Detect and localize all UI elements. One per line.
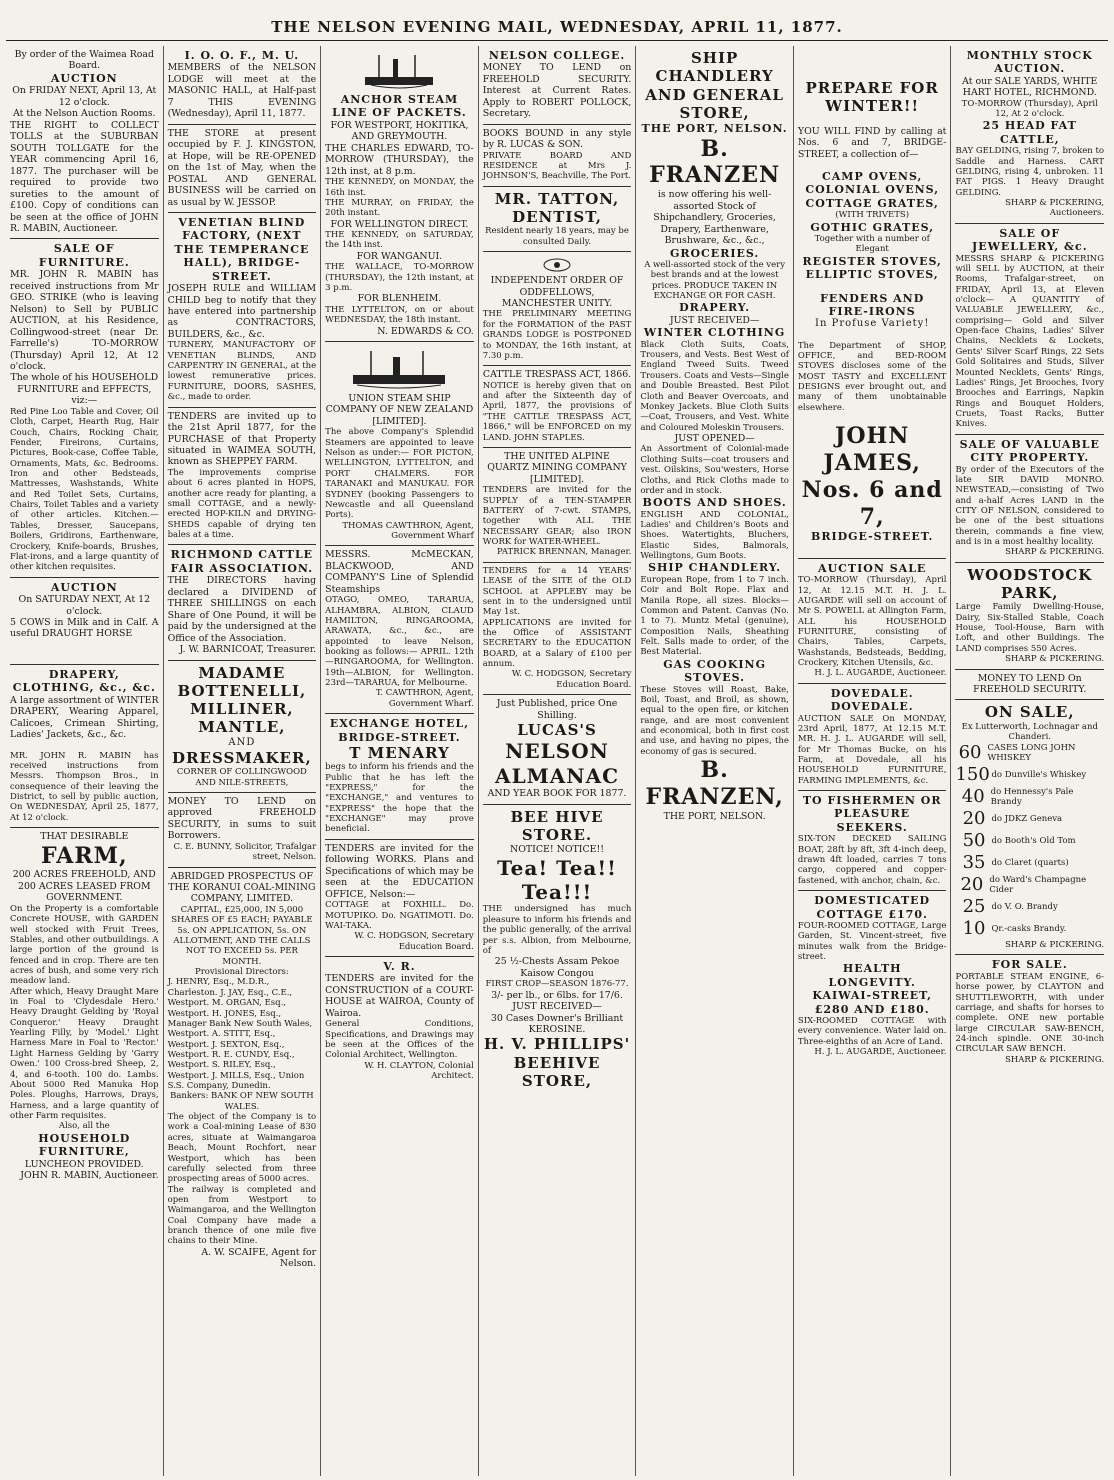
ad-body: A large assortment of WINTER DRAPERY, Wearing Apparel, Calicoes, Crimean Shirting, Ladies' Jackets, &c., &c.	[10, 694, 159, 741]
ad-heading: WOODSTOCK PARK,	[967, 565, 1093, 603]
ad-heading: VENETIAN BLIND FACTORY, (NEXT THE TEMPERANCE HALL), BRIDGE-STREET.	[174, 216, 310, 283]
ad-subhead: Just Published, price One Shilling.	[496, 698, 618, 721]
ad-heading: HEALTH LONGEVITY. KAIWAI-STREET, £280 AND £180.	[812, 962, 932, 1016]
ad-item: FENDERS AND FIRE-IRONS	[820, 291, 925, 318]
ad-subhead: GAS COOKING STOVES.	[663, 657, 766, 685]
ad-signature: N. EDWARDS & CO.	[377, 325, 474, 337]
ad-subhead: SHIP CHANDLERY.	[648, 561, 782, 575]
wine-description: do JDKZ Geneva	[991, 814, 1063, 825]
ad-heading: UNION STEAM SHIP COMPANY OF NEW ZEALAND [LIMITED].	[325, 392, 474, 427]
ad-cattle-auction	[10, 578, 159, 665]
ad-body: THE DIRECTORS having declared a DIVIDEND of THREE SHILLINGS on each Share of One Pound, it will be paid by the undersigned at the Office of the Association.	[167, 575, 317, 644]
ad-augarde-sale: AUCTION SALE TO-MORROW (Thursday), April 12, At 12.15 M.T. H. J. L. AUGARDE will sell on account of Mr S. POWELL at Allington Farm, ALL his HOUSEHOLD FURNITURE, consisting of Chairs, Tables, Carpets, Washstands, Bedsteads, Bedding, Crockery, Kitchen Utensils, &c. H. J. L. AUGARDE, Auctioneer.	[798, 559, 947, 684]
ad-heading: V. R.	[383, 959, 416, 973]
ad-body: 25 ½-Chests Assam Pekoe Kaisow Congou	[494, 956, 620, 979]
steamship-icon	[359, 51, 439, 91]
ad-heading: MILLINER, MANTLE,	[190, 700, 294, 737]
ad-body: MONEY TO LEND On FREEHOLD SECURITY.	[973, 672, 1087, 695]
ad-dentist: MR. TATTON, DENTIST, Resident nearly 18 years, may be consulted Daily.	[483, 187, 632, 252]
ad-heading: I. O. O. F., M. U.	[184, 49, 300, 62]
ad-item: ELLIPTIC STOVES,	[805, 268, 939, 282]
ad-signature: SHARP & PICKERING, Auctioneers.	[1005, 198, 1105, 219]
ad-body: 200 ACRES FREEHOLD, AND 200 ACRES LEASED FROM GOVERNMENT.	[12, 869, 156, 904]
column-2	[164, 46, 322, 1476]
ad-jewellery: SALE OF JEWELLERY, &c. MESSRS SHARP & PICKERING will SELL by AUCTION, at their Rooms, Trafalgar-street, on FRIDAY, April 13, at Eleven o'clock— A QUANTITY of VALUABLE JEWELLERY, &c., comprising— Gold and Silver Open-face Chains, Ladies' Silver Chains, Necklets & Lockets, Gents' Silver Scarf Rings, 22 Sets Gold Solitaires and Studs, Silver Mounted Necklets, Gents' Rings, Ladies' Rings, Jet Brooches, Ivory Brooches and Earrings, Napkin Rings and Bouquet Holders, Cruets, Toast Racks, Butter Knives.	[955, 224, 1104, 435]
ad-signature: T. CAWTHRON, Agent, Government Wharf.	[375, 688, 474, 709]
ad-heading: INDEPENDENT ORDER OF ODDFELLOWS, MANCHESTER UNITY.	[490, 275, 624, 310]
ad-toll-auction	[10, 46, 159, 239]
ad-bee-hive: BEE HIVE STORE. NOTICE! NOTICE!! Tea! Tea!! Tea!!! THE undersigned has much pleasure to inform his friends and the public generally, of the arrival per s.s. Albion, from Melbourne, of 25 ½-Chests Assam Pekoe Kaisow Congou FIRST CROP—SEASON 1876-77. 3/- per lb., or 6lbs. for 17/6. JUST RECEIVED— 30 Cases Downer's Brilliant KEROSINE. H. V. PHILLIPS' BEEHIVE STORE,	[482, 807, 632, 1091]
ad-furniture-sale: SALE OF FURNITURE. MR. JOHN R. MABIN has received instructions from Mr GEO. STRIKE (who is leaving Nelson) to Sell by PUBLIC AUCTION, at his Residence, Collingwood-street (near Dr. Farrelle's) TO-MORROW (Thursday) April 12, At 12 o'clock. The whole of his HOUSEHOLD FURNITURE and EFFECTS, viz:— Red Pine Loo Table and Cover, Oil Cloth, Carpet, Hearth Rug, Hair Couch, Chairs, Rocking Chair, Fender, Fireirons, Curtains, Pictures, Book-case, Coffee Table, Ornaments, Mats, &c. Bedrooms. Iron and other Bedsteads, Mattresses, Washstands, White and Red Toilet Sets, Curtains, Chairs, Toilet Tables and a variety of other articles. Kitchen.—Tables, Dresser, Saucepans, Boilers, Gridirons, Earthenware, Crockery, Knife-boards, Brushes, Flat-irons, and a large quantity of other kitchen requisites.	[10, 239, 159, 577]
ad-subhead: FOR WESTPORT, HOKITIKA, AND GREYMOUTH.	[330, 119, 469, 143]
ad-caption: By order of the Waimea Road Board.	[14, 49, 155, 72]
wine-description: do Hennessy's Pale Brandy	[990, 786, 1074, 808]
ad-heading: T MENARY	[349, 743, 450, 762]
ad-anchor-line: ANCHOR STEAM LINE OF PACKETS. FOR WESTPORT, HOKITIKA, AND GREYMOUTH. THE CHARLES EDWARD, TO-MORROW (THURSDAY), the 12th inst, at 8 p.m. THE KENNEDY, on MONDAY, the 16th inst. THE MURRAY, on FRIDAY, the 20th instant. FOR WELLINGTON DIRECT. THE KENNEDY, on SATURDAY, the 14th inst. FOR WANGANUI. THE WALLACE, TO-MORROW (THURSDAY), the 12th instant, at 3 p.m. FOR BLENHEIM. THE LYTTELTON, on or about WEDNESDAY, the 18th instant. N. EDWARDS & CO.	[325, 46, 474, 342]
steamship-icon	[349, 347, 449, 391]
ad-item: CAMP OVENS,	[822, 170, 923, 183]
ad-heading: JOHN JAMES,	[823, 423, 921, 476]
ad-subhead: NOTICE! NOTICE!!	[510, 844, 605, 856]
ad-bottenelli	[168, 661, 317, 793]
ad-woodstock: WOODSTOCK PARK, Large Family Dwelling-House, Dairy, Six-Stalled Stable, Coach House, Tool-House, Barn with Loft, and other Buildings. The LAND comprises 550 Acres. SHARP & PICKERING.	[955, 563, 1104, 670]
ad-subhead: Provisional Directors:	[194, 967, 289, 978]
ad-books-bound: BOOKS BOUND in any style by R. LUCAS & SON. PRIVATE BOARD AND RESIDENCE at Mrs J. JOHNSON'S, Beachville, The Port.	[483, 125, 632, 187]
ad-body: TENDERS are invited up to the 21st April 1877, for the PURCHASE of that Property situated in WAIMEA SOUTH, known as SHEPPEY FARM.	[167, 410, 317, 468]
ad-signature: B. FRANZEN,	[645, 757, 784, 810]
ad-subhead: BOOTS AND SHOES.	[642, 496, 787, 510]
ad-body: THE CHARLES EDWARD, TO-MORROW (THURSDAY), the 12th inst, at 8 p.m.	[325, 142, 474, 177]
ad-subhead: THAT DESIRABLE	[40, 831, 129, 843]
ad-drapery-sale: DRAPERY, CLOTHING, &c., &c. A large assortment of WINTER DRAPERY, Wearing Apparel, Calicoes, Crimean Shirting, Ladies' Jackets, &c., &c. MR. JOHN R. MABIN has received instructions from Messrs. Thompson Bros., in consequence of their leaving the District, to sell by public auction, On WEDNESDAY, April 25, 1877, At 12 o'clock.	[10, 665, 159, 828]
ad-heading: SALE OF FURNITURE.	[38, 242, 130, 269]
ad-subhead: HOUSEHOLD FURNITURE,	[38, 1131, 131, 1159]
ad-union-steam: UNION STEAM SHIP COMPANY OF NEW ZEALAND [LIMITED]. The above Company's Splendid Steamers are appointed to leave Nelson as under:— FOR PICTON, WELLINGTON, LYTTELTON, and PORT CHALMERS. FOR TARANAKI and MANUKAU. FOR SYDNEY (booking Passengers to Newcastle and all Queensland Ports). THOMAS CAWTHRON, Agent, Government Wharf	[325, 342, 474, 546]
ad-body: JOSEPH RULE and WILLIAM CHILD beg to notify that they have entered into partnership as CONTRACTORS, BUILDERS, &c., &c.	[167, 283, 317, 340]
ad-dovedale: DOVEDALE. DOVEDALE. AUCTION SALE On MONDAY, 23rd April, 1877, At 12.15 M.T. MR. H. J. L. AUGARDE will sell, for Mr Thomas Bucke, on his Farm, at Dovedale, all his HOUSEHOLD FURNITURE, FARMING IMPLEMENTS, &c.	[798, 684, 947, 791]
ad-address: CORNER OF COLLINGWOOD AND NILE-STREETS,	[176, 767, 307, 788]
ad-signature: H. J. L. AUGARDE, Auctioneer.	[814, 668, 947, 679]
ad-on-sale: ON SALE, Ex Lutterworth, Lochnagar and Chanderi. 60 CASES LONG JOHN WHISKEY 150 do Dunville's Whiskey 40 do Hennessy's Pale Brandy 20 do JDKZ Geneva 50 do Booth's Old Tom 35 do Claret (quarts) 20 do Ward's Champagne Cider 25 do V. O. Brandy 10 Qr.-casks Brandy. SHARP & PICKERING.	[955, 700, 1104, 955]
ad-heading: CATTLE TRESPASS ACT, 1866.	[482, 369, 632, 381]
ad-subhead: JUST OPENED—	[674, 432, 755, 444]
eye-emblem-icon	[542, 257, 572, 273]
ad-heading: SALE OF VALUABLE CITY PROPERTY.	[959, 437, 1100, 465]
masthead-rule	[6, 40, 1108, 41]
wine-description: do Ward's Champagne Cider	[989, 874, 1087, 896]
ad-heading: Nos. 6 and 7,	[801, 476, 943, 530]
ad-signature: W. H. CLAYTON, Colonial Architect.	[364, 1060, 474, 1082]
ad-money-to-lend: MONEY TO LEND on approved FREEHOLD SECURITY, in sums to suit Borrowers. C. E. BUNNY, Solicitor, Trafalgar street, Nelson.	[168, 793, 317, 868]
ad-subhead: AND YEAR BOOK FOR 1877.	[487, 788, 627, 800]
ad-body: BOOKS BOUND in any style by R. LUCAS & SON.	[482, 127, 632, 151]
ad-heading: AUCTION	[50, 580, 118, 594]
ad-date: On SATURDAY NEXT, At 12 o'clock.	[18, 594, 151, 617]
ad-heading: BEE HIVE STORE.	[510, 807, 604, 844]
wine-description: do Dunville's Whiskey	[991, 770, 1087, 781]
wine-list-item	[955, 786, 1104, 808]
ad-franzen: SHIP CHANDLERY AND GENERAL STORE, THE PORT, NELSON. B. FRANZEN is now offering his well-assorted Stock of Shipchandlery, Groceries, Drapery, Earthenware, Brushware, &c., &c., GROCERIES. A well-assorted stock of the very best brands and at the lowest prices. PRODUCE TAKEN IN EXCHANGE OR FOR CASH. DRAPERY. JUST RECEIVED— WINTER CLOTHING Black Cloth Suits, Coats, Trousers, and Vests. Best West of England Tweed Suits. Tweed Trousers. Coats and Vests—Single and Double Breasted. Best Pilot Cloth and Beaver Overcoats, and Monkey Jackets. Blue Cloth Suits—Coat, Trousers, and Vest. White and Coloured Moleskin Trousers. JUST OPENED— An Assortment of Colonial-made Clothing Suits—coat trousers and vest. Oilskins, Sou'westers, Horse Cloths, and Rick Cloths made to order and in stock. BOOTS AND SHOES. ENGLISH AND COLONIAL, Ladies' and Children's Boots and Shoes. Watertights, Bluchers, Elastic Sides, Balmorals, Wellingtons, Gum Boots. SHIP CHANDLERY. European Rope, from 1 to 7 inch. Coir and Bolt Rope. Flax and Manila Rope, all sizes. Blocks—Common and Patent. Canvas (No. 1 to 7). Muntz Metal (genuine), Composition Nails, Sheathing Felt. Salls made to order, of the Best Material. GAS COOKING STOVES. These Stoves will Roast, Bake, Boil, Toast, and Broil, as shown, equal to the open fire, or kitchen range, and are most convenient and economical, both in first cost and use, and having no pipes, the economy of gas is secured. B. FRANZEN, THE PORT, NELSON.	[640, 49, 789, 822]
ad-subhead: THE PORT, NELSON.	[641, 122, 788, 136]
wine-description: Qr.-casks Brandy.	[991, 923, 1067, 934]
ad-heading: Tea! Tea!! Tea!!!	[497, 855, 617, 905]
wine-quantity: 35	[962, 852, 986, 874]
ad-hope-store	[168, 125, 317, 213]
ad-for-sale: FOR SALE. PORTABLE STEAM ENGINE, 6-horse power, by CLAYTON and SHUTTLEWORTH, with under carriage, and shafts for horses to complete. ONE new portable large CIRCULAR SAW-BENCH, 24-inch spindle. ONE 30-inch CIRCULAR SAW BENCH. SHARP & PICKERING.	[955, 958, 1105, 1065]
ad-court-house: V. R. TENDERS are invited for the CONSTRUCTION of a COURT-HOUSE at WAIROA, County of Wairoa. General Conditions, Specifications, and Drawings may be seen at the Offices of the Colonial Architect, Wellington. W. H. CLAYTON, Colonial Architect.	[325, 959, 474, 1082]
ad-sheppey-farm: TENDERS are invited up to the 21st April 1877, for the PURCHASE of that Property situated in WAIMEA SOUTH, known as SHEPPEY FARM. The improvements comprise about 6 acres planted in HOPS, another acre ready for planting, a small COTTAGE, and a newly-erected HOP-KILN and DRYING-SHEDS capable of drying ten bales at a time.	[168, 408, 317, 546]
wine-list-item	[955, 742, 1104, 764]
ad-heading: TO FISHERMEN OR PLEASURE SEEKERS.	[802, 794, 942, 834]
ad-venetian-blind: VENETIAN BLIND FACTORY, (NEXT THE TEMPERANCE HALL), BRIDGE-STREET. JOSEPH RULE and WILLIAM CHILD beg to notify that they have entered into partnership as CONTRACTORS, BUILDERS, &c., &c. TURNERY, MANUFACTORY OF VENETIAN BLINDS, AND CARPENTRY IN GENERAL, at the lowest remunerative prices. FURNITURE, DOORS, SASHES, &c., made to order.	[168, 213, 317, 408]
ad-address: BRIDGE-STREET.	[811, 530, 934, 544]
ad-richmond-fair	[168, 545, 317, 660]
ad-note: LUNCHEON PROVIDED.	[24, 1158, 144, 1170]
ad-mcmeckan: MESSRS. McMECKAN, BLACKWOOD, AND COMPANY'S Line of Splendid Steamships OTAGO, OMEO, TARARUA, ALHAMBRA, ALBION, CLAUD HAMILTON, RINGAROOMA, ARAWATA, &c., &c., are appointed to leave Nelson, booking as follows:— APRIL. 12th—RINGAROOMA, for Wellington. 19th—ALBION, for Wellington. 23rd—TARARUA, for Melbourne. T. CAWTHRON, Agent, Government Wharf.	[325, 546, 474, 714]
ad-signature: SHARP & PICKERING.	[1005, 940, 1105, 951]
ad-heading: EXCHANGE HOTEL, BRIDGE-STREET.	[329, 717, 470, 744]
ad-date: On FRIDAY NEXT, April 13, At 12 o'clock.	[12, 85, 157, 108]
ad-heading: ANCHOR STEAM LINE OF PACKETS.	[332, 93, 467, 120]
ad-body: TENDERS are invited for the following WORKS. Plans and Specifications of which may be seen at the EDUCATION OFFICE, Nelson:—	[325, 842, 474, 900]
ad-koranui: ABRIDGED PROSPECTUS OF THE KORANUI COAL-MINING COMPANY, LIMITED. CAPITAL, £25,000, IN 5,000 SHARES OF £5 EACH; PAYABLE 5s. ON APPLICATION, 5s. ON ALLOTMENT, AND THE CALLS NOT TO EXCEED 5s. PER MONTH. Provisional Directors: J. HENRY, Esq., M.D.R., Charleston. J. JAY, Esq., C.E., Westport. M. ORGAN, Esq., Westport. H. JONES, Esq., Manager Bank New South Wales, Westport. A. STITT, Esq., Westport. J. SEXTON, Esq., Westport. R. E. CUNDY, Esq., Westport. S. RILEY, Esq., Westport. J. MILLS, Esq., Union S.S. Company, Dunedin. Bankers: BANK OF NEW SOUTH WALES. The object of the Company is to work a Coal-mining Lease of 830 acres, situate at Waimangaroa Beach, Mount Rochfort, near Westport, which has been carefully selected from three prospecting areas of 5000 acres. The railway is completed and open from Westport to Waimangaroa, and the Wellington Coal Company have made a branch thence of one mile five chains to their Mine. A. W. SCAIFE, Agent for Nelson.	[167, 870, 317, 1270]
wine-list	[955, 742, 1104, 940]
ad-alpine-quartz: THE UNITED ALPINE QUARTZ MINING COMPANY [LIMITED]. TENDERS are invited for the SUPPLY of a TEN-STAMPER BATTERY of 7-cwt. STAMPS, together with ALL THE NECESSARY GEAR; also IRON WORK for WATER-WHEEL. PATRICK BRENNAN, Manager.	[483, 448, 632, 563]
ad-oddfellows: INDEPENDENT ORDER OF ODDFELLOWS, MANCHESTER UNITY. THE PRELIMINARY MEETING for the FORMATION of the PAST GRANDS LODGE is POSTPONED to MONDAY, the 16th instant, at 7.30 p.m.	[483, 252, 632, 366]
ad-heading: RICHMOND CATTLE FAIR ASSOCIATION.	[170, 548, 314, 575]
ad-heading: AND	[228, 736, 256, 748]
ad-heading: MR. TATTON, DENTIST,	[494, 189, 620, 227]
ad-subhead: The whole of his HOUSEHOLD FURNITURE and EFFECTS, viz:—	[10, 372, 159, 407]
ad-subhead: GROCERIES.	[669, 246, 760, 260]
wine-list-item	[955, 896, 1104, 918]
ad-heading: THE UNITED ALPINE QUARTZ MINING COMPANY [LIMITED].	[487, 450, 627, 485]
ad-note: In Profuse Variety!	[815, 318, 930, 330]
ad-body: MEMBERS of the NELSON LODGE will meet at the MASONIC HALL, at Half-past 7 THIS EVENING (Wednesday), April 11, 1877.	[167, 62, 317, 120]
ad-signature: JOHN R. MABIN, Auctioneer.	[20, 1170, 159, 1181]
ad-subhead: FOR BLENHEIM.	[357, 293, 442, 305]
ad-exchange-hotel: EXCHANGE HOTEL, BRIDGE-STREET. T MENARY begs to inform his friends and the Public that he has left the "EXPRESS," for the "EXCHANGE," and ventures to "EXPRESS" the hope that the "EXCHANGE" may prove beneficial.	[325, 714, 474, 840]
wine-quantity: 50	[962, 830, 986, 852]
ad-body: is now offering his well-assorted Stock of Shipchandlery, Groceries, Drapery, Earthenware, Brushware, &c., &c.,	[653, 189, 776, 247]
ad-signature: J. W. BARNICOAT, Treasurer.	[179, 644, 317, 656]
ad-location: At the Nelson Auction Rooms.	[13, 108, 156, 120]
wine-quantity: 150	[955, 764, 990, 786]
ad-item: REGISTER STOVES,	[802, 254, 942, 268]
ad-body: THE RIGHT to COLLECT TOLLS at the SUBURBAN SOUTH TOLLGATE for the YEAR commencing April 16, 1877. The purchaser will be required to provide two sureties to the amount of £100. Copy of conditions can be seen at the office of JOHN R. MABIN, Auctioneer.	[10, 119, 159, 234]
ad-subhead: DRAPERY.	[679, 301, 751, 315]
ad-heading: DRESSMAKER,	[172, 748, 312, 767]
ad-body: MESSRS. McMECKAN, BLACKWOOD, AND COMPANY'S Line of Splendid Steamships	[325, 549, 474, 595]
wine-list-item	[955, 764, 1104, 786]
ad-capital: CAPITAL, £25,000, IN 5,000 SHARES OF £5 EACH; PAYABLE 5s. ON APPLICATION, 5s. ON ALLOTMENT, AND THE CALLS NOT TO EXCEED 5s. PER MONTH.	[171, 904, 313, 967]
ad-heading: MADAME BOTTENELLI,	[177, 663, 307, 700]
ad-heading: LUCAS'S	[517, 721, 597, 740]
ad-signature: A. W. SCAIFE, Agent for Nelson.	[201, 1246, 317, 1270]
ad-signature: H. J. L. AUGARDE, Auctioneer.	[814, 1047, 947, 1058]
wine-description: do Booth's Old Tom	[991, 836, 1076, 847]
ad-bankers: Bankers: BANK OF NEW SOUTH WALES.	[170, 1091, 314, 1112]
ad-nelson-college	[483, 46, 632, 125]
ad-monthly-stock: MONTHLY STOCK AUCTION. At our SALE YARDS, WHITE HART HOTEL, RICHMOND. TO-MORROW (Thursday), April 12, At 2 o'clock. 25 HEAD FAT CATTLE, BAY GELDING, rising 7, broken to Saddle and Harness. CART GELDING, rising 4, unbroken. 11 FAT PIGS. 1 Heavy Draught GELDING. SHARP & PICKERING, Auctioneers.	[955, 46, 1104, 224]
wine-quantity: 20	[962, 808, 986, 830]
ad-address: THE PORT, NELSON.	[663, 810, 766, 822]
wine-list-item	[955, 874, 1104, 896]
ad-money-lend-7	[955, 670, 1104, 701]
columns	[6, 46, 1108, 1476]
wine-list-item	[955, 918, 1104, 940]
ad-john-james: PREPARE FOR WINTER!! YOU WILL FIND by calling at Nos. 6 and 7, BRIDGE-STREET, a collection of— CAMP OVENS, COLONIAL OVENS, COTTAGE GRATES, (WITH TRIVETS) GOTHIC GRATES, Together with a number of Elegant REGISTER STOVES, ELLIPTIC STOVES, FENDERS AND FIRE-IRONS In Profuse Variety! The Department of SHOP, OFFICE, and BED-ROOM STOVES discloses some of the MOST TASTY and EXCELLENT DESIGNS ever brought out, and many of them unobtainable elsewhere. JOHN JAMES, Nos. 6 and 7, BRIDGE-STREET.	[798, 46, 947, 559]
ad-subhead: JUST RECEIVED—	[669, 314, 760, 326]
ad-farm-sale: THAT DESIRABLE FARM, 200 ACRES FREEHOLD, AND 200 ACRES LEASED FROM GOVERNMENT. On the Property is a comfortable Concrete HOUSE, with GARDEN well stocked with Fruit Trees, Stables, and other outbuildings. A large portion of the ground is fenced and in crop. There are ten acres of bush, and some very rich meadow land. After which, Heavy Draught Mare in Foal to 'Clydesdale Hero.' Heavy Draught Gelding by 'Royal Conqueror.' Heavy Draught Yearling Filly, by 'Model.' Light Harness Mare in Foal to 'Rector.' Light Harness Gelding by 'Garry Owen.' 100 Cross-bred Sheep, 2, 4, and 6-tooth. 100 do. Lambs. About 5000 Red Manuka Hop Poles. Ploughs, Harrows, Drays, Harness, and a large quantity of other Farm requisites. Also, all the HOUSEHOLD FURNITURE, LUNCHEON PROVIDED. JOHN R. MABIN, Auctioneer.	[10, 831, 159, 1181]
ad-cattle-trespass: CATTLE TRESPASS ACT, 1866. NOTICE is hereby given that on and after the Sixteenth day of April, 1877, the provisions of "THE CATTLE TRESPASS ACT, 1866," will be ENFORCED on my LAND. JOHN STAPLES.	[483, 366, 632, 448]
ad-school-lease: TENDERS for a 14 YEARS' LEASE of the SITE of the OLD SCHOOL at APPLEBY may be sent in to the undersigned until May 1st. APPLICATIONS are invited for the Office of ASSISTANT SECRETARY to the EDUCATION BOARD, at a Salary of £100 per annum. W. C. HODGSON, Secretary Education Board.	[483, 563, 632, 695]
ad-heading: NELSON ALMANAC	[495, 739, 619, 788]
ad-fishermen: TO FISHERMEN OR PLEASURE SEEKERS. SIX-TON DECKED SAILING BOAT, 28ft by 8ft, 3ft 4-inch deep, drawn 4ft loaded, carries 7 tons cargo, coppered and copper-fastened, with anchor, chain, &c.	[798, 791, 947, 891]
wine-quantity: 60	[958, 742, 982, 764]
ad-heading: DOMESTICATED COTTAGE £170.	[814, 894, 931, 921]
wine-description: do Claret (quarts)	[991, 858, 1069, 869]
ad-body: 30 Cases Downer's Brilliant KEROSINE.	[490, 1012, 624, 1035]
ad-signature: SHARP & PICKERING.	[1005, 547, 1105, 558]
wine-description: do V. O. Brandy	[991, 901, 1058, 912]
ad-heading: B. FRANZEN	[649, 135, 781, 189]
ad-body: TENDERS are invited for the CONSTRUCTION of a COURT-HOUSE at WAIROA, County of Wairoa.	[325, 973, 474, 1019]
ad-location: At our SALE YARDS, WHITE HART HOTEL, RICHMOND.	[962, 75, 1098, 99]
ad-signature: W. C. HODGSON, Secretary Education Board.	[354, 931, 474, 952]
ad-heading: AUCTION	[50, 71, 118, 85]
ad-subhead: JUST RECEIVED—	[512, 1001, 602, 1013]
wine-quantity: 25	[962, 896, 986, 918]
ad-body: MONEY TO LEND on FREEHOLD SECURITY. Interest at Current Rates. Apply to ROBERT POLLOCK, Secretary.	[482, 62, 632, 120]
ad-heading: SHIP CHANDLERY AND GENERAL STORE,	[645, 49, 784, 122]
ad-heading: ABRIDGED PROSPECTUS OF THE KORANUI COAL-MINING COMPANY, LIMITED.	[168, 870, 316, 905]
ad-signature: H. V. PHILLIPS' BEEHIVE STORE,	[483, 1035, 631, 1091]
ad-heading: SALE OF JEWELLERY, &c.	[971, 226, 1088, 254]
ad-subhead: WINTER CLOTHING	[643, 326, 786, 340]
ad-heading: DRAPERY, CLOTHING, &c., &c.	[12, 667, 156, 695]
ad-heading: AUCTION SALE	[818, 561, 927, 575]
ad-subhead: FOR WANGANUI.	[356, 250, 443, 262]
ad-signature: SHARP & PICKERING.	[1005, 1054, 1105, 1065]
ad-item: COLONIAL OVENS,	[805, 183, 940, 197]
ad-subhead: FOR WELLINGTON DIRECT.	[330, 218, 469, 230]
ad-heading: PREPARE FOR WINTER!!	[805, 79, 939, 116]
column-1	[6, 46, 164, 1476]
ad-heading: ON SALE,	[984, 703, 1075, 722]
ad-heading: FARM,	[40, 842, 128, 869]
column-3	[321, 46, 479, 1476]
wine-list-item	[955, 808, 1104, 830]
column-5	[636, 46, 794, 1476]
ad-heading: NELSON COLLEGE.	[488, 49, 626, 62]
ad-education-tenders: TENDERS are invited for the following WORKS. Plans and Specifications of which may be seen at the EDUCATION OFFICE, Nelson:— COTTAGE at FOXHILL. Do. MOTUPIKO. Do. NGATIMOTI. Do. WAI-TAKA. W. C. HODGSON, Secretary Education Board.	[325, 840, 474, 957]
ad-body: YOU WILL FIND by calling at Nos. 6 and 7, BRIDGE-STREET, a collection of—	[797, 125, 947, 160]
column-6	[794, 46, 952, 1476]
ad-city-property: SALE OF VALUABLE CITY PROPERTY. By order of the Executors of the late SIR DAVID MONRO. NEWSTEAD,—consisting of Two and a-half Acres LAND in the CITY OF NELSON, considered to be one of the best situations therein, commands a fine view, and is in a most healthy locality. SHARP & PICKERING.	[955, 435, 1104, 563]
ad-body: MONEY TO LEND on approved FREEHOLD SECURITY, in sums to suit Borrowers.	[167, 795, 317, 842]
ad-signature: PATRICK BRENNAN, Manager.	[496, 547, 632, 558]
wine-quantity: 20	[960, 874, 984, 896]
column-7	[951, 46, 1108, 1476]
ad-body: 5 COWS in Milk and in Calf. A useful DRAUGHT HORSE	[10, 616, 159, 640]
ad-heading: FOR SALE.	[991, 958, 1068, 972]
ad-heading: DOVEDALE. DOVEDALE.	[830, 686, 914, 714]
wine-quantity: 10	[962, 918, 986, 940]
ad-body: MR. JOHN R. MABIN has received instructions from Mr GEO. STRIKE (who is leaving Nelson) to Sell by PUBLIC AUCTION, at his Residence, Collingwood-street (near Dr. Farrelle's) TO-MORROW (Thursday) April 12, At 12 o'clock.	[10, 269, 159, 372]
ad-heading: MONTHLY STOCK AUCTION.	[966, 49, 1093, 76]
ad-signature: W. C. HODGSON, Secretary Education Board.	[511, 669, 632, 690]
ad-signature: SHARP & PICKERING.	[1005, 654, 1105, 665]
wine-quantity: 40	[961, 786, 985, 808]
ad-body: THE STORE at present occupied by F. J. KINGSTON, at Hope, will be RE-OPENED on the 1st of May, when the POSTAL AND GENERAL BUSINESS will be carried on as usual by W. JESSOP.	[167, 127, 317, 208]
masthead: THE NELSON EVENING MAIL, WEDNESDAY, APRIL 11, 1877.	[271, 18, 843, 36]
ad-item: COTTAGE GRATES,	[805, 196, 939, 210]
wine-list-item	[955, 852, 1104, 874]
column-4	[479, 46, 637, 1476]
ad-signature: THOMAS CAWTHRON, Agent, Government Wharf	[342, 520, 474, 541]
ad-almanac	[483, 695, 632, 804]
wine-description: CASES LONG JOHN WHISKEY	[987, 743, 1076, 764]
ad-cottage: DOMESTICATED COTTAGE £170. FOUR-ROOMED COTTAGE, Large Garden, St. Vincent-street, five minutes walk from the Bridge-street. HEALTH LONGEVITY. KAIWAI-STREET, £280 AND £180. SIX-ROOMED COTTAGE with every convenience. Water laid on. Three-eighths of an Acre of Land. H. J. L. AUGARDE, Auctioneer.	[797, 894, 947, 1058]
ad-oddfellows-lodge	[168, 46, 317, 125]
wine-list-item	[955, 830, 1104, 852]
ad-subhead: 25 HEAD FAT CATTLE,	[982, 119, 1077, 146]
ad-item: GOTHIC GRATES,	[810, 220, 935, 234]
